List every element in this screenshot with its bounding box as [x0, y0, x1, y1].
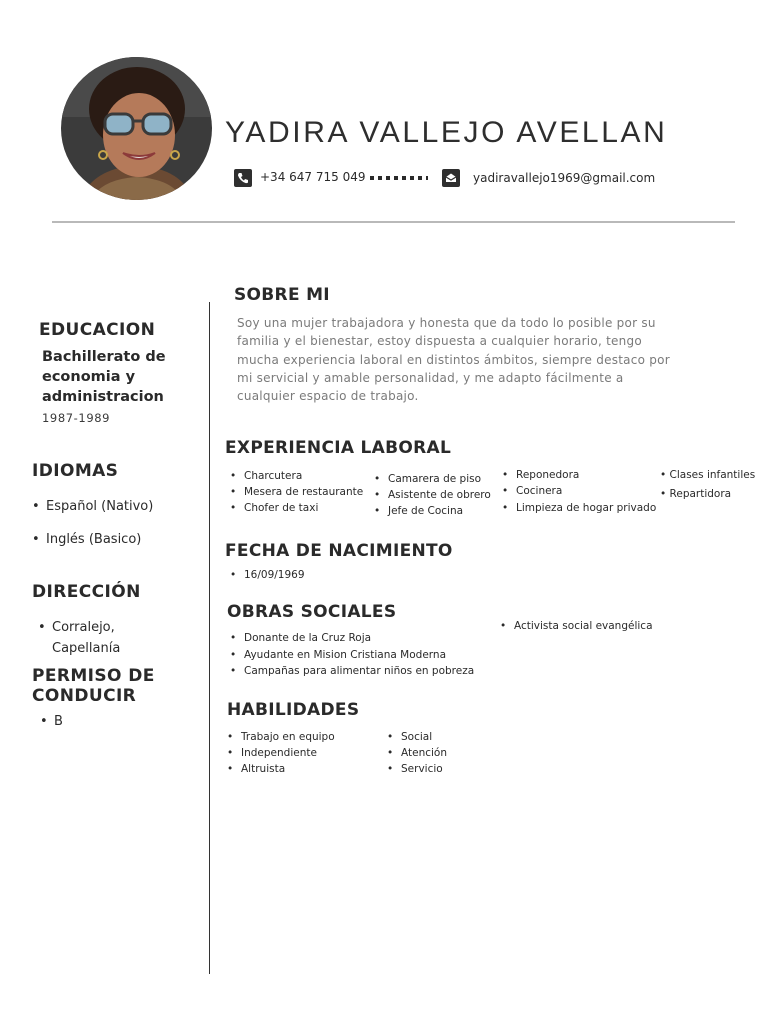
email-icon: [442, 169, 460, 187]
education-degree-line1: Bachillerato de: [42, 349, 166, 365]
skill-item: • Atención: [401, 747, 447, 759]
social-item: • Activista social evangélica: [514, 620, 653, 632]
skill-item: • Trabajo en equipo: [241, 731, 335, 743]
about-line: cualquier espacio de trabajo.: [237, 389, 419, 404]
header-divider: [52, 221, 735, 223]
social-item: • Donante de la Cruz Roja: [244, 632, 371, 644]
phone-number[interactable]: +34 647 715 049: [260, 170, 366, 184]
experience-item: • Cocinera: [516, 485, 562, 497]
about-line: familia y el bienestar, estoy dispuesta a cualquier horario, tengo: [237, 334, 642, 349]
education-heading: EDUCACION: [39, 320, 156, 340]
skills-heading: HABILIDADES: [227, 700, 360, 720]
experience-item: • Asistente de obrero: [388, 489, 491, 501]
birthdate-value: • 16/09/1969: [244, 569, 305, 581]
about-heading: SOBRE MI: [234, 285, 330, 305]
education-degree-line2: economia y: [42, 369, 136, 385]
social-work-heading: OBRAS SOCIALES: [227, 602, 397, 622]
about-line: Soy una mujer trabajadora y honesta que da todo lo posible por su: [237, 316, 656, 330]
language-item: • Español (Nativo): [46, 499, 153, 514]
email-address[interactable]: yadiravallejo1969@gmail.com: [473, 171, 656, 185]
social-item: • Ayudante en Mision Cristiana Moderna: [244, 649, 446, 661]
experience-item: • Mesera de restaurante: [244, 486, 363, 498]
column-divider: [209, 302, 210, 974]
education-degree-line3: administracion: [42, 389, 164, 405]
separator-dots: [370, 176, 428, 180]
language-item: • Inglés (Basico): [46, 532, 141, 547]
skill-item: • Independiente: [241, 747, 317, 759]
experience-item: • Repartidora: [660, 488, 732, 500]
address-heading: DIRECCIÓN: [32, 582, 141, 602]
license-heading-line2: CONDUCIR: [32, 686, 137, 706]
experience-item: • Clases infantiles: [660, 469, 756, 481]
birthdate-heading: FECHA DE NACIMIENTO: [225, 541, 453, 561]
candidate-name: YADIRA VALLEJO AVELLAN: [225, 116, 668, 149]
address-line1: • Corralejo,: [52, 620, 115, 635]
experience-item: • Charcutera: [244, 470, 302, 482]
about-line: mucha experiencia laboral en distintos ámbitos, siempre destaco por: [237, 352, 670, 367]
address-line2: Capellanía: [52, 641, 121, 656]
skill-item: • Servicio: [401, 763, 443, 775]
experience-item: • Chofer de taxi: [244, 502, 318, 514]
education-years: 1987-1989: [42, 411, 111, 425]
experience-item: • Reponedora: [516, 469, 579, 481]
skill-item: • Altruista: [241, 763, 285, 775]
portrait-image: [61, 57, 212, 200]
skill-item: • Social: [401, 731, 432, 743]
license-value: • B: [54, 714, 63, 729]
experience-heading: EXPERIENCIA LABORAL: [225, 438, 452, 458]
experience-item: • Limpieza de hogar privado: [516, 502, 656, 514]
languages-heading: IDIOMAS: [32, 461, 119, 481]
about-line: mi servicial y amable personalidad, y me adapto fácilmente a: [237, 370, 624, 385]
profile-photo: [61, 57, 212, 200]
experience-item: • Camarera de piso: [388, 473, 481, 485]
license-heading-line1: PERMISO DE: [32, 666, 155, 686]
about-paragraph: [237, 314, 677, 405]
phone-icon: [234, 169, 252, 187]
experience-item: • Jefe de Cocina: [388, 505, 463, 517]
social-item: • Campañas para alimentar niños en pobreza: [244, 665, 474, 677]
